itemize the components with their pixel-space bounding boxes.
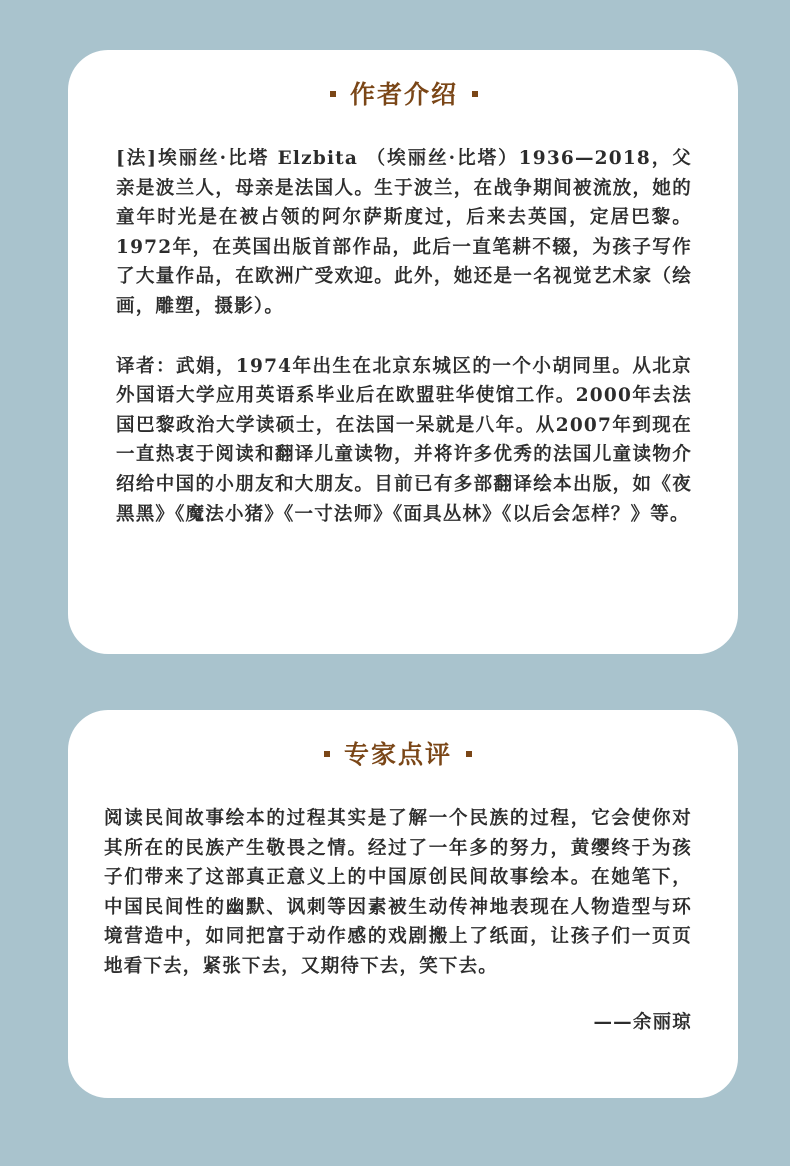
expert-review-text: 阅读民间故事绘本的过程其实是了解一个民族的过程，它会使你对其所在的民族产生敬畏之情。经过了一年多的努力，黄缨终于为孩子们带来了这部真正意义上的中国原创民间故事绘本。在她笔下，中国民间性的幽默、讽刺等因素被生动传神地表现在人物造型与环境营造中，如同把富于动作感的戏剧搬上了纸面，让孩子们一页页地看下去，紧张下去，又期待下去，笑下去。 xyxy=(104,808,692,977)
bullet-dot-icon xyxy=(466,751,472,757)
expert-review-title: 专家点评 xyxy=(343,740,452,769)
review-signature: ——余丽琼 xyxy=(593,1011,692,1033)
translator-bio: 译者：武娟，1974年出生在北京东城区的一个小胡同里。从北京外国语大学应用英语系毕业后在欧盟驻华使馆工作。2000年去法国巴黎政治大学读硕士，在法国一呆就是八年。从2007年到现在一直热衷于阅读和翻译儿童读物，并将许多优秀的法国儿童读物介绍给中国的小朋友和大朋友。目前已有多部翻译绘本出版，如《夜黑黑》《魔法小猪》《一寸法师》《面具丛林》《以后会怎样？》等。 xyxy=(116,355,692,525)
bullet-dot-icon xyxy=(330,91,336,97)
bullet-dot-icon xyxy=(324,751,330,757)
bullet-dot-icon xyxy=(472,91,478,97)
author-intro-card xyxy=(68,50,738,654)
author-intro-heading xyxy=(116,78,692,112)
author-intro-title: 作者介绍 xyxy=(349,80,458,109)
expert-review-heading xyxy=(104,738,692,772)
author-bio: [法]埃丽丝·比塔 Elzbita （埃丽丝·比塔）1936—2018，父亲是波兰人，母亲是法国人。生于波兰，在战争期间被流放，她的童年时光是在被占领的阿尔萨斯度过，后来去英国，定居巴黎。 1972年，在英国出版首部作品，此后一直笔耕不辍，为孩子写作了大量作品，在欧洲广受欢迎。此外，她还是一名视觉艺术家（绘画，雕塑，摄影）。 xyxy=(116,148,692,317)
expert-review-card xyxy=(68,710,738,1098)
